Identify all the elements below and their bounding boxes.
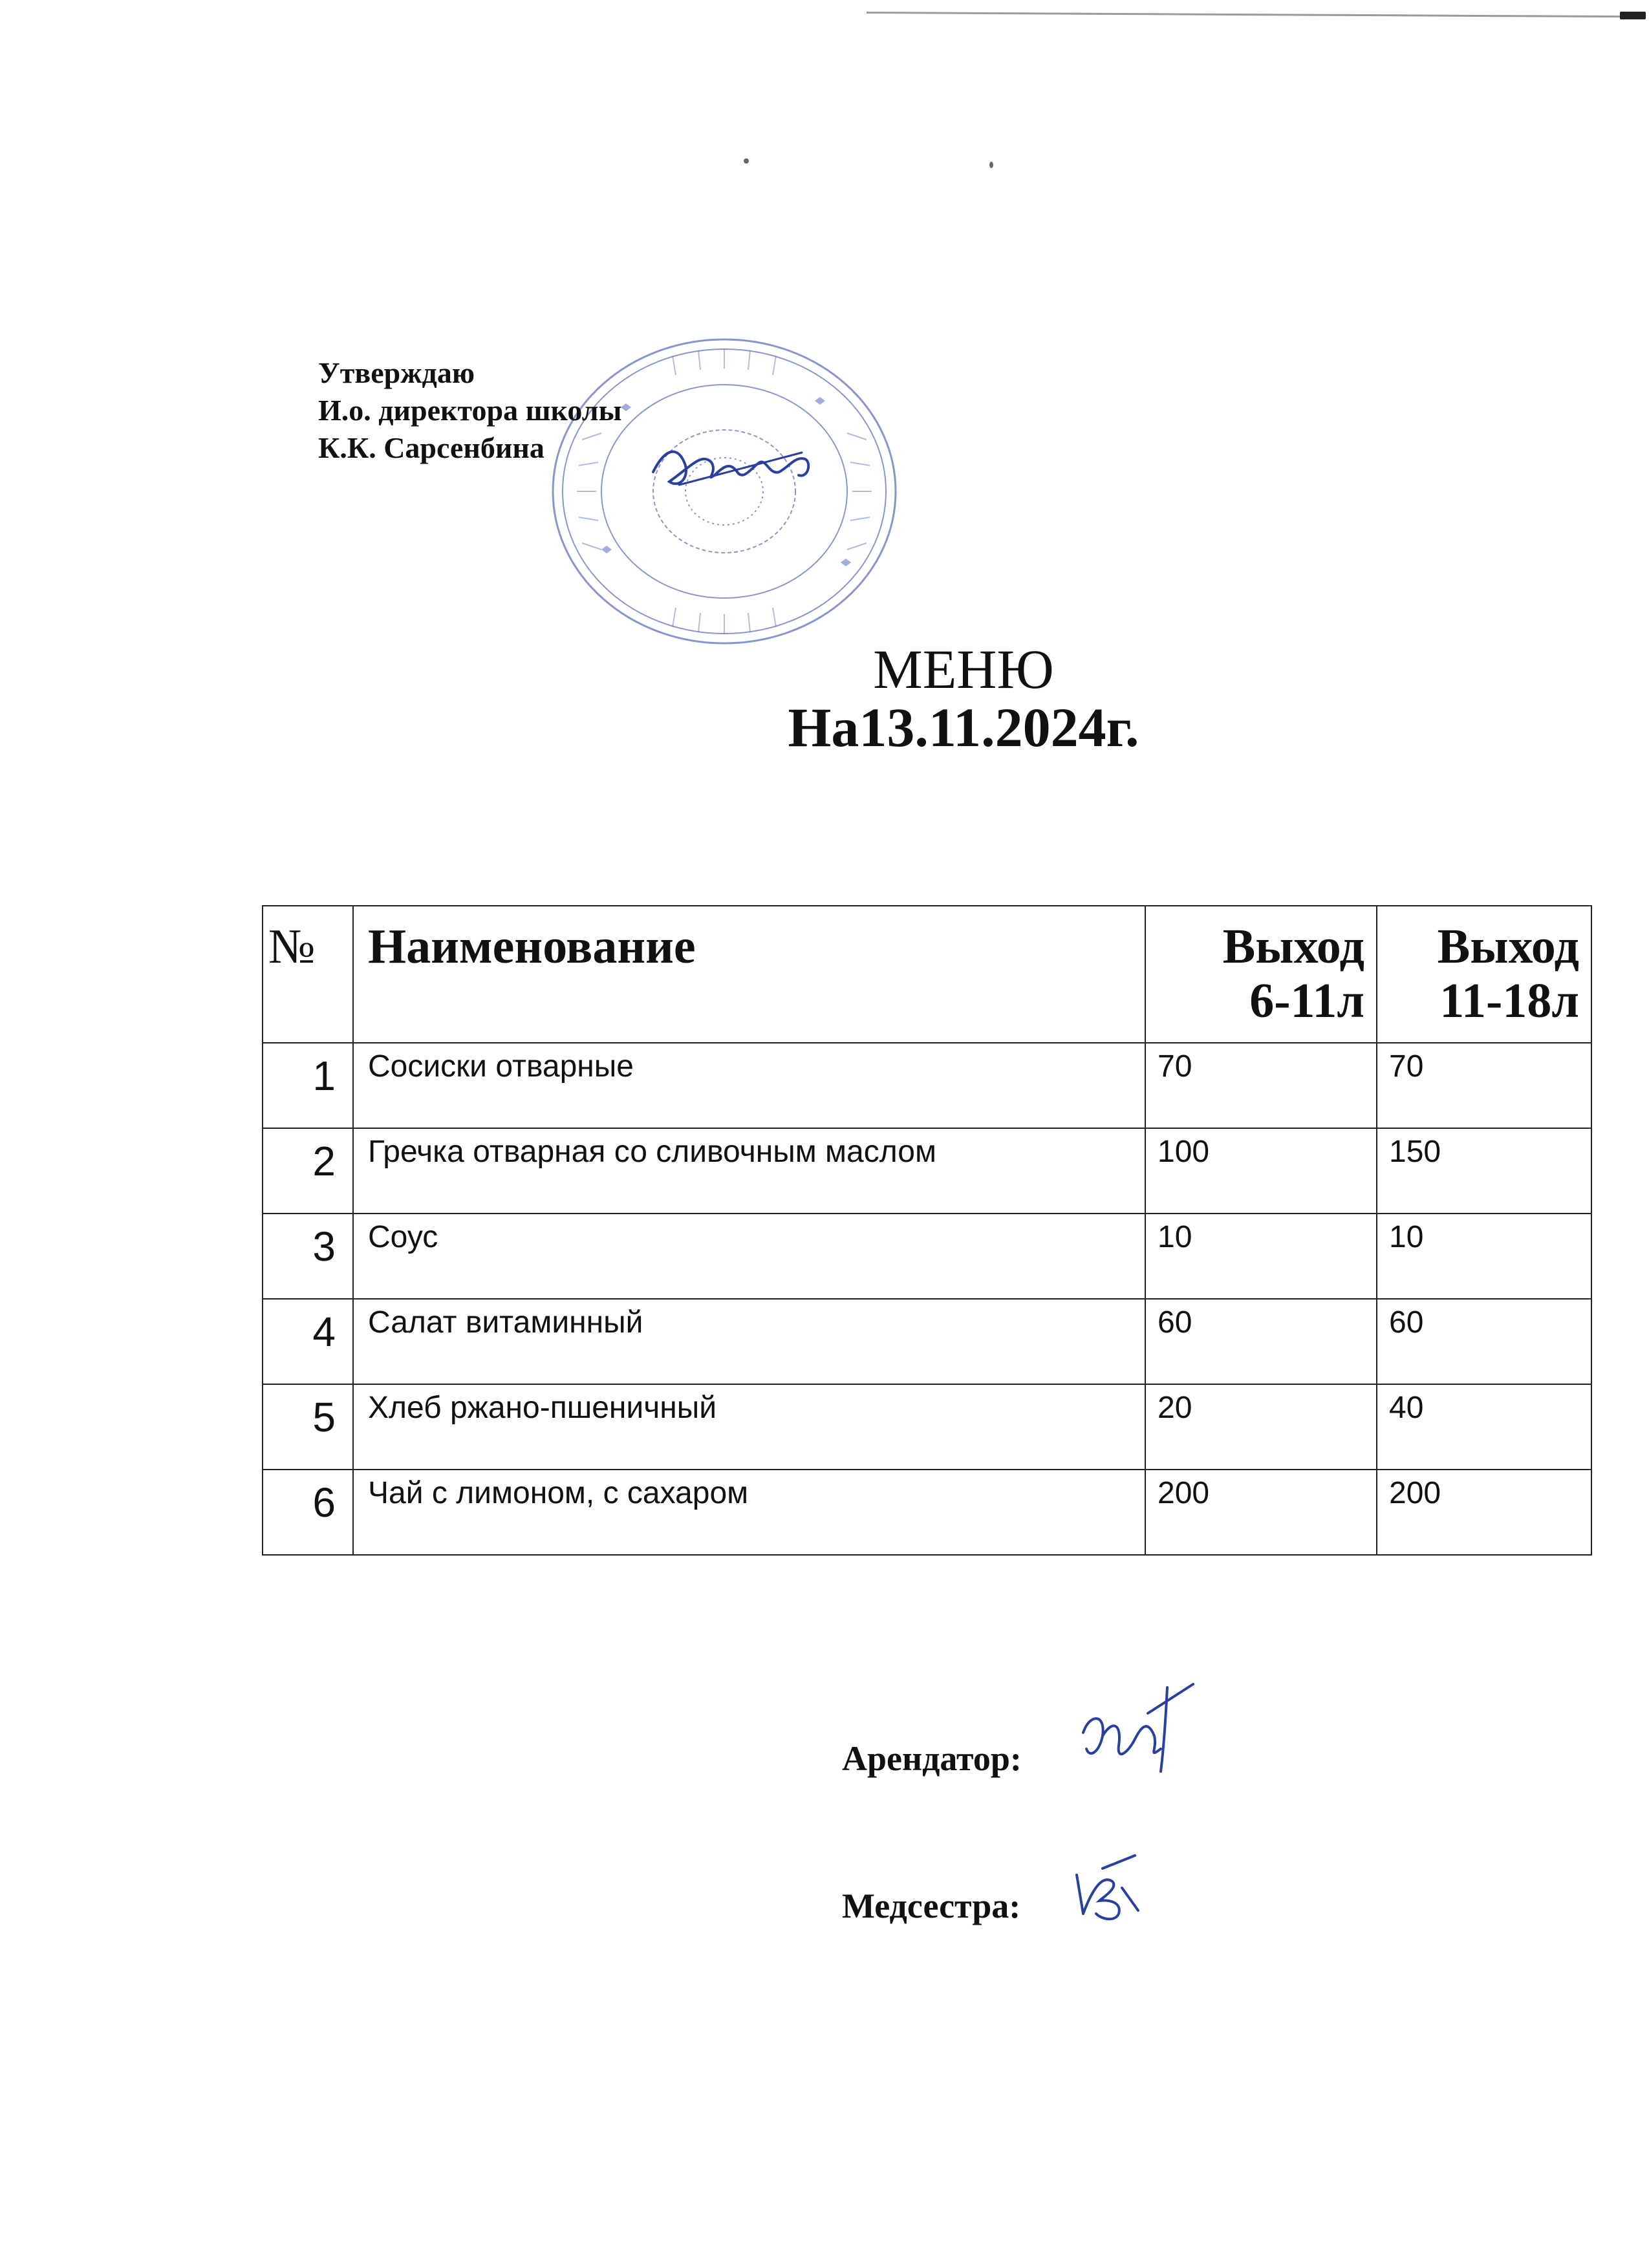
header-number: № <box>263 906 353 1043</box>
row-output-6-11: 60 <box>1145 1299 1377 1384</box>
table-row <box>263 1043 1591 1128</box>
row-dish-name: Сосиски отварные <box>353 1043 1145 1128</box>
row-number: 2 <box>263 1128 353 1214</box>
approval-heading: Утверждаю <box>318 356 475 389</box>
header-output-6-11 <box>1145 906 1377 1043</box>
row-dish-name: Чай с лимоном, с сахаром <box>353 1470 1145 1555</box>
header-name: Наименование <box>353 906 1145 1043</box>
row-dish-name: Хлеб ржано-пшеничный <box>353 1384 1145 1470</box>
table-row <box>263 1384 1591 1470</box>
row-dish-name: Соус <box>353 1214 1145 1299</box>
row-output-6-11: 100 <box>1145 1128 1377 1214</box>
row-output-11-18: 200 <box>1377 1470 1591 1555</box>
approval-position: И.о. директора школы <box>318 394 622 427</box>
header-output-age: 6-11л <box>1249 974 1364 1028</box>
row-output-11-18: 10 <box>1377 1214 1591 1299</box>
tenant-signature <box>1070 1674 1200 1791</box>
nurse-signature <box>1064 1849 1148 1933</box>
scan-artifact-dot <box>989 162 993 168</box>
menu-table <box>262 905 1592 1556</box>
table-row <box>263 1128 1591 1214</box>
scan-artifact-dot <box>1620 12 1646 19</box>
header-output-label: Выход <box>1437 919 1579 974</box>
row-number: 1 <box>263 1043 353 1128</box>
header-output-11-18 <box>1377 906 1591 1043</box>
scan-artifact-dot <box>744 158 749 164</box>
scan-artifact-line <box>867 12 1643 17</box>
document-title <box>0 640 1649 756</box>
table-row <box>263 1299 1591 1384</box>
row-number: 3 <box>263 1214 353 1299</box>
row-output-11-18: 150 <box>1377 1128 1591 1214</box>
tenant-signature-line <box>842 1739 1022 1778</box>
table-header-row <box>263 906 1591 1043</box>
row-output-6-11: 10 <box>1145 1214 1377 1299</box>
approval-name: К.К. Сарсенбина <box>318 431 544 464</box>
title-date: На13.11.2024г. <box>788 696 1139 758</box>
row-output-6-11: 20 <box>1145 1384 1377 1470</box>
row-output-6-11: 70 <box>1145 1043 1377 1128</box>
table-row <box>263 1470 1591 1555</box>
tenant-label: Арендатор: <box>842 1739 1022 1778</box>
row-number: 5 <box>263 1384 353 1470</box>
row-output-11-18: 40 <box>1377 1384 1591 1470</box>
approval-block <box>318 354 621 467</box>
row-output-11-18: 70 <box>1377 1043 1591 1128</box>
nurse-label: Медсестра: <box>842 1887 1021 1925</box>
title-menu: МЕНЮ <box>873 638 1054 700</box>
header-output-label: Выход <box>1222 919 1364 974</box>
director-signature <box>640 427 821 504</box>
row-number: 4 <box>263 1299 353 1384</box>
row-dish-name: Гречка отварная со сливочным маслом <box>353 1128 1145 1214</box>
row-output-6-11: 200 <box>1145 1470 1377 1555</box>
nurse-signature-line <box>842 1887 1020 1925</box>
row-dish-name: Салат витаминный <box>353 1299 1145 1384</box>
header-output-age: 11-18л <box>1439 974 1579 1028</box>
table-row <box>263 1214 1591 1299</box>
row-output-11-18: 60 <box>1377 1299 1591 1384</box>
row-number: 6 <box>263 1470 353 1555</box>
